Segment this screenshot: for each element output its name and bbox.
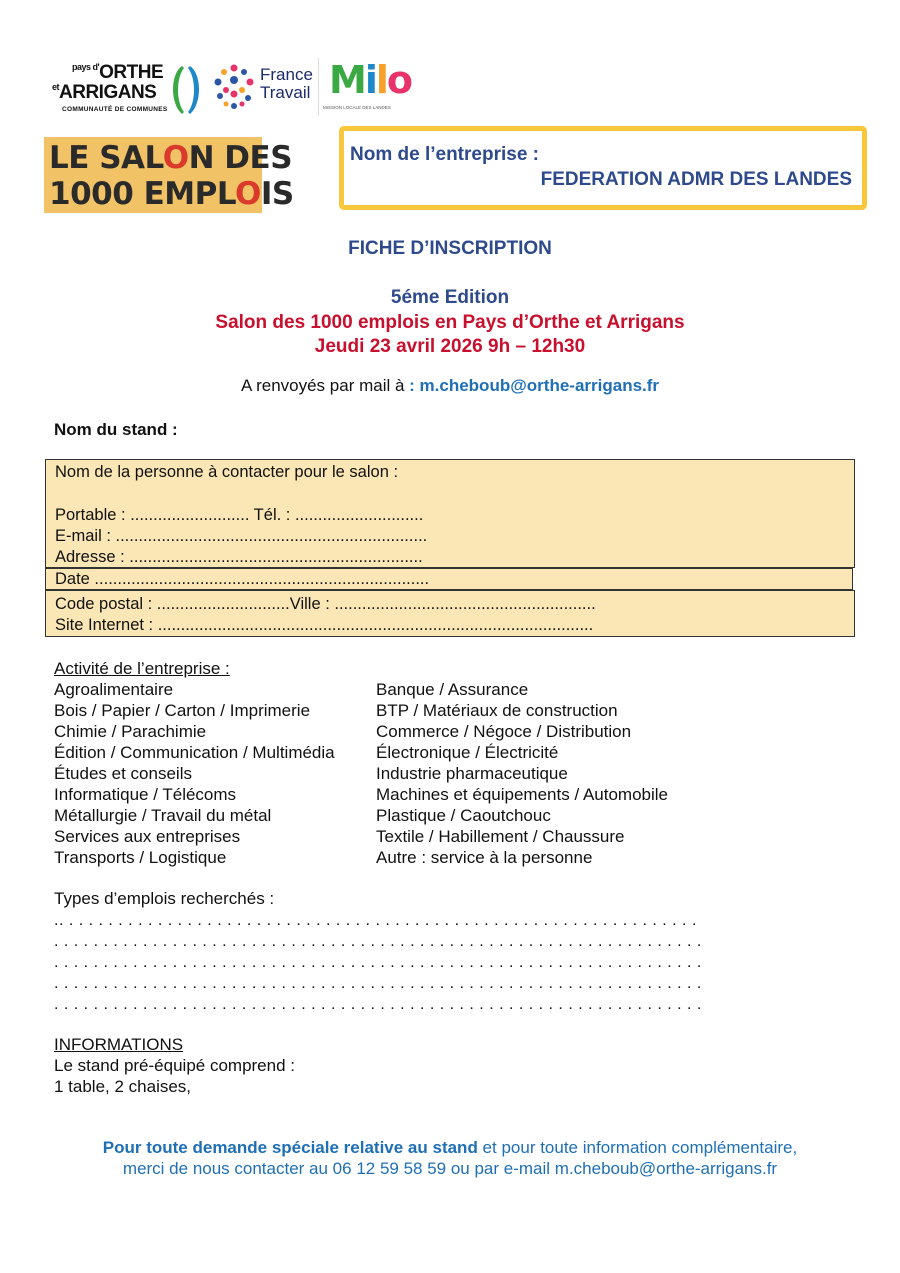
email-field[interactable]: E-mail : .................................................................... — [55, 527, 428, 545]
phone-field[interactable]: Portable : .......................... Tél. : ............................ — [55, 506, 424, 524]
activity-checkbox[interactable]: Métallurgie / Travail du métal — [54, 806, 272, 825]
activity-checkbox[interactable]: Textile / Habillement / Chaussure — [376, 827, 625, 846]
activity-checkbox[interactable]: Édition / Communication / Multimédia — [54, 743, 335, 762]
job-types-line[interactable]: . . . . . . . . . . . . . . . . . . . . . . . . . . . . . . . . . . . . . . . . . . . . . . . . . . . . . . . . . . . . . . . . . . — [54, 975, 702, 992]
milo-logo: Milo MISSION LOCALE DES LANDES — [318, 58, 387, 116]
activity-checkbox[interactable]: BTP / Matériaux de construction — [376, 701, 618, 720]
website-field[interactable]: Site Internet : ............................................................................................... — [55, 616, 594, 634]
form-title: FICHE D’INSCRIPTION — [348, 238, 552, 259]
salon-banner: LE SALON DES 1000 EMPLOIS — [44, 137, 262, 213]
job-types-line[interactable]: . . . . . . . . . . . . . . . . . . . . . . . . . . . . . . . . . . . . . . . . . . . . . . . . . . . . . . . . . . . . . . . . . . — [54, 954, 702, 971]
mail-link[interactable]: : m.cheboub@orthe-arrigans.fr — [409, 376, 660, 395]
date-field[interactable]: Date ......................................................................... — [55, 570, 430, 588]
date-box — [45, 568, 853, 590]
activity-checkbox[interactable]: Industrie pharmaceutique — [376, 764, 568, 783]
job-types-title: Types d’emplois recherchés : — [54, 889, 275, 908]
contact-person-field[interactable]: Nom de la personne à contacter pour le salon : — [55, 463, 399, 481]
footer-line-1: Pour toute demande spéciale relative au stand et pour toute information complémentaire, — [102, 1138, 798, 1157]
activity-checkbox[interactable]: Commerce / Négoce / Distribution — [376, 722, 632, 741]
activity-checkbox[interactable]: Électronique / Électricité — [376, 743, 559, 762]
job-types-line[interactable]: . . . . . . . . . . . . . . . . . . . . . . . . . . . . . . . . . . . . . . . . . . . . . . . . . . . . . . . . . . . . . . . . . . — [54, 996, 702, 1013]
activity-checkbox[interactable]: Informatique / Télécoms — [54, 785, 237, 804]
job-types-line[interactable]: . . . . . . . . . . . . . . . . . . . . . . . . . . . . . . . . . . . . . . . . . . . . . . . . . . . . . . . . . . . . . . . . . . — [54, 933, 702, 950]
company-label: Nom de l’entreprise : — [350, 144, 539, 165]
informations-line: 1 table, 2 chaises, — [54, 1077, 192, 1096]
company-name-box — [339, 126, 867, 210]
orthe-arrigans-logo: $^{pays d'}$ORTHE $^{et}$ARRIGANS COMMUNAUTÉ DE COMMUNES — [52, 62, 168, 113]
event-date: Jeudi 23 avril 2026 9h – 12h30 — [314, 336, 586, 357]
activity-checkbox[interactable]: Chimie / Parachimie — [54, 722, 207, 741]
activity-checkbox[interactable]: Bois / Papier / Carton / Imprimerie — [54, 701, 311, 720]
france-travail-logo: France Travail — [212, 62, 320, 112]
activity-checkbox[interactable]: Autre : service à la personne — [376, 848, 593, 867]
france-travail-dots-icon — [212, 62, 258, 112]
orthe-arrigans-mark-icon — [168, 64, 212, 116]
activity-checkbox[interactable]: Plastique / Caoutchouc — [376, 806, 551, 825]
send-mail-line: A renvoyés par mail à : m.cheboub@orthe-arrigans.fr — [240, 376, 660, 395]
activity-title: Activité de l’entreprise : — [54, 659, 230, 678]
address-field[interactable]: Adresse : ................................................................ — [55, 548, 423, 566]
edition: 5éme Edition — [390, 287, 510, 308]
event-name: Salon des 1000 emplois en Pays d’Orthe et Arrigans — [215, 312, 685, 333]
activity-checkbox[interactable]: Services aux entreprises — [54, 827, 241, 846]
informations-title: INFORMATIONS — [54, 1035, 184, 1054]
postal-city-field[interactable]: Code postal : .............................Ville : ......................................................... — [55, 595, 596, 613]
stand-name-field[interactable]: Nom du stand : — [54, 420, 178, 439]
footer-line-2: merci de nous contacter au 06 12 59 58 59 ou par e-mail m.cheboub@orthe-arrigans.fr — [122, 1159, 778, 1178]
activity-checkbox[interactable]: Études et conseils — [54, 764, 192, 783]
activity-checkbox[interactable]: Banque / Assurance — [376, 680, 529, 699]
job-types-line[interactable]: .. . . . . . . . . . . . . . . . . . . . . . . . . . . . . . . . . . . . . . . . . . . . . . . . . . . . . . . . . . . . . . . . . — [54, 912, 697, 929]
company-value: FEDERATION ADMR DES LANDES — [540, 169, 852, 190]
contact-box — [45, 459, 855, 568]
activity-checkbox[interactable]: Machines et équipements / Automobile — [376, 785, 669, 804]
informations-line: Le stand pré-équipé comprend : — [54, 1056, 295, 1075]
postal-box — [45, 590, 855, 637]
activity-checkbox[interactable]: Agroalimentaire — [54, 680, 174, 699]
activity-checkbox[interactable]: Transports / Logistique — [54, 848, 227, 867]
